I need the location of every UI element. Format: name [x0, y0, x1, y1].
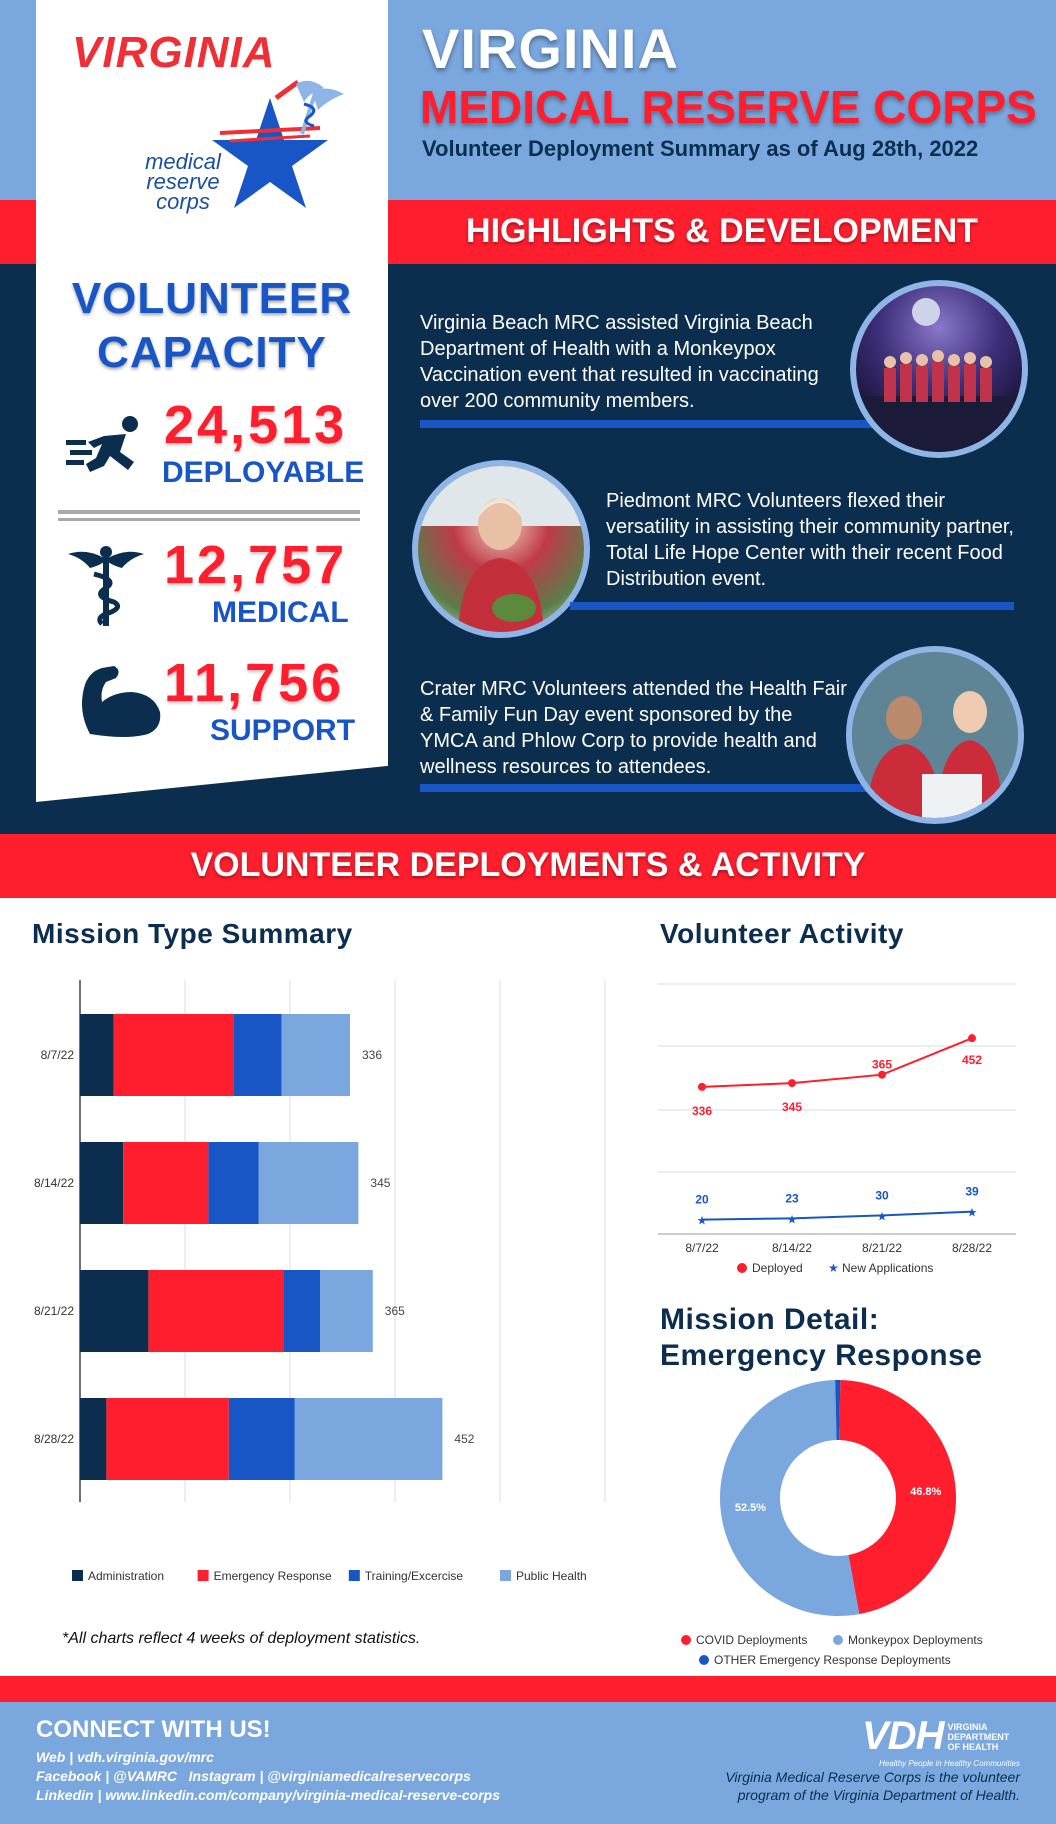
- vdh-line1: VIRGINIA: [947, 1721, 988, 1732]
- capacity-title: [36, 272, 388, 380]
- bar-category-label: 8/21/22: [33, 1304, 74, 1318]
- logo-line3: corps: [156, 189, 210, 214]
- highlight-1-text: Virginia Beach MRC assisted Virginia Beach Department of Health with a Monkeypox Vaccination event that resulted in vaccinating over 200 community members.: [420, 312, 819, 412]
- legend-swatch: [833, 1635, 843, 1645]
- line-point: [788, 1079, 796, 1087]
- legend-label: Deployed: [752, 1261, 803, 1275]
- bar-segment: [229, 1398, 295, 1480]
- bar-segment: [106, 1398, 228, 1480]
- bar-segment: [114, 1014, 234, 1096]
- legend-label: Public Health: [516, 1569, 587, 1583]
- capacity-divider-2: [58, 518, 360, 521]
- legend-swatch: ★: [828, 1261, 839, 1275]
- footer-links: [36, 1748, 656, 1805]
- vdh-line3: OF HEALTH: [947, 1741, 999, 1752]
- logo-tagline: [128, 149, 238, 214]
- highlight-3-photo: [846, 646, 1024, 824]
- vdh-caption: [690, 1768, 1020, 1804]
- footer-linkedin[interactable]: Linkedin | www.linkedin.com/company/virginia-medical-reserve-corps: [36, 1787, 500, 1803]
- line-data-label: 39: [965, 1184, 979, 1199]
- bar-segment: [282, 1014, 350, 1096]
- connect-title: CONNECT WITH US!: [36, 1716, 271, 1743]
- bar-segment: [284, 1270, 320, 1352]
- bar-segment: [148, 1270, 284, 1352]
- volunteer-activity-title: Volunteer Activity: [660, 918, 904, 949]
- line-data-label: 365: [871, 1057, 893, 1072]
- mission-type-chart: [20, 970, 616, 1600]
- deployments-title: VOLUNTEER DEPLOYMENTS & ACTIVITY: [190, 846, 866, 884]
- legend-swatch: [198, 1570, 209, 1581]
- highlight-3-text: Crater MRC Volunteers attended the Health Fair & Family Fun Day event sponsored by the YMCA and Phlow Corp to provide health and wellness resources to attendees.: [420, 678, 847, 778]
- highlight-2-text: Piedmont MRC Volunteers flexed their versatility in assisting their community partner, Total Life Hope Center with their recent Food Distribution event.: [606, 490, 1014, 590]
- line-point: [698, 1083, 706, 1091]
- bar-segment: [80, 1142, 123, 1224]
- bar-segment: [80, 1398, 106, 1480]
- capacity-title-line1: VOLUNTEER: [71, 274, 353, 323]
- highlight-2-photo: [412, 460, 590, 638]
- mission-detail-title-line1: Mission Detail:: [660, 1303, 880, 1336]
- bar-segment: [259, 1142, 359, 1224]
- bar-segment: [320, 1270, 373, 1352]
- legend-label: New Applications: [842, 1261, 934, 1275]
- vdh-caption-line1: Virginia Medical Reserve Corps is the volunteer: [725, 1769, 1020, 1785]
- mission-detail-title-line2: Emergency Response: [660, 1339, 983, 1372]
- medical-count: 12,757: [164, 535, 348, 595]
- capacity-divider: [58, 510, 360, 514]
- highlight-3-underline: [420, 784, 876, 792]
- support-label: SUPPORT: [210, 714, 356, 747]
- line-data-label: 23: [785, 1191, 799, 1206]
- legend-label: Training/Excercise: [364, 1569, 464, 1583]
- line-category-label: 8/28/22: [951, 1241, 993, 1255]
- line-category-label: 8/7/22: [685, 1241, 719, 1255]
- legend-swatch: [699, 1655, 709, 1665]
- support-count: 11,756: [164, 653, 345, 713]
- pie-data-label: 46.8%: [910, 1485, 942, 1498]
- legend-swatch: [737, 1263, 747, 1273]
- vdh-caption-line2: program of the Virginia Department of Health.: [737, 1787, 1020, 1803]
- logo-line1: medical: [145, 149, 221, 174]
- line-point: ★: [876, 1209, 888, 1224]
- logo-line2: reserve: [146, 169, 220, 194]
- vdh-mark: VDH: [862, 1714, 944, 1758]
- bar-category-label: 8/28/22: [33, 1432, 74, 1446]
- bar-total-label: 365: [384, 1304, 405, 1318]
- charts-footnote: *All charts reflect 4 weeks of deployment statistics.: [62, 1630, 421, 1647]
- mission-detail-chart: [660, 1380, 1040, 1670]
- footer-top-band: [0, 1676, 1056, 1702]
- line-point: ★: [786, 1212, 798, 1227]
- bar-segment: [295, 1398, 443, 1480]
- flexed-arm-icon: [78, 662, 164, 740]
- line-data-label: 345: [781, 1100, 803, 1115]
- highlight-1-photo: [850, 280, 1028, 458]
- capacity-title-line2: CAPACITY: [97, 328, 327, 377]
- bar-total-label: 452: [454, 1432, 475, 1446]
- legend-label: Monkeypox Deployments: [848, 1633, 983, 1647]
- line-series: [702, 1212, 972, 1220]
- page-title-mrc: MEDICAL RESERVE CORPS: [420, 81, 1037, 133]
- bar-segment: [123, 1142, 208, 1224]
- page-title: VIRGINIA: [422, 17, 679, 80]
- line-data-label: 452: [961, 1053, 983, 1068]
- legend-label: Emergency Response: [213, 1569, 332, 1583]
- footer-web[interactable]: Web | vdh.virginia.gov/mrc: [36, 1749, 214, 1765]
- line-point: [968, 1034, 976, 1042]
- caduceus-icon: [66, 544, 146, 628]
- deployable-label: DEPLOYABLE: [162, 456, 365, 489]
- bar-category-label: 8/7/22: [40, 1048, 74, 1062]
- highlight-2-underline: [570, 602, 1014, 610]
- logo-wordmark: VIRGINIA: [72, 28, 276, 77]
- line-series: [702, 1038, 972, 1087]
- line-point: ★: [696, 1213, 708, 1228]
- legend-swatch: [72, 1570, 83, 1581]
- bar-segment: [80, 1014, 114, 1096]
- medical-label: MEDICAL: [212, 596, 349, 629]
- page-subtitle: Volunteer Deployment Summary as of Aug 28th, 2022: [422, 136, 979, 161]
- legend-label: COVID Deployments: [696, 1633, 808, 1647]
- running-person-icon: [64, 414, 148, 478]
- line-data-label: 336: [691, 1103, 713, 1118]
- legend-swatch: [500, 1570, 511, 1581]
- legend-swatch: [349, 1570, 360, 1581]
- vdh-name: [947, 1722, 1009, 1752]
- footer-social[interactable]: Facebook | @VAMRC Instagram | @virginiamedicalreservecorps: [36, 1768, 471, 1784]
- mission-detail-title: [660, 1302, 982, 1374]
- bar-segment: [234, 1014, 282, 1096]
- legend-label: Administration: [88, 1569, 165, 1583]
- deployable-count: 24,513: [164, 395, 348, 455]
- bar-segment: [80, 1270, 148, 1352]
- bar-total-label: 336: [362, 1048, 383, 1062]
- highlight-1-underline: [420, 420, 876, 428]
- mission-type-title: Mission Type Summary: [32, 918, 353, 949]
- vdh-tagline: Healthy People in Healthy Communities: [879, 1759, 1020, 1768]
- pie-data-label: 52.5%: [734, 1502, 767, 1515]
- vdh-logo: [862, 1714, 1020, 1768]
- line-point: ★: [966, 1205, 978, 1220]
- legend-label: OTHER Emergency Response Deployments: [714, 1653, 951, 1667]
- highlights-title: HIGHLIGHTS & DEVELOPMENT: [466, 212, 978, 250]
- line-category-label: 8/14/22: [771, 1241, 813, 1255]
- bar-category-label: 8/14/22: [33, 1176, 74, 1190]
- line-data-label: 20: [695, 1192, 709, 1207]
- vdh-line2: DEPARTMENT: [947, 1731, 1010, 1742]
- line-category-label: 8/21/22: [861, 1241, 903, 1255]
- bar-total-label: 345: [370, 1176, 391, 1190]
- legend-swatch: [681, 1635, 691, 1645]
- bar-segment: [208, 1142, 258, 1224]
- volunteer-activity-chart: [650, 974, 1030, 1284]
- line-point: [878, 1071, 886, 1079]
- line-data-label: 30: [875, 1188, 889, 1203]
